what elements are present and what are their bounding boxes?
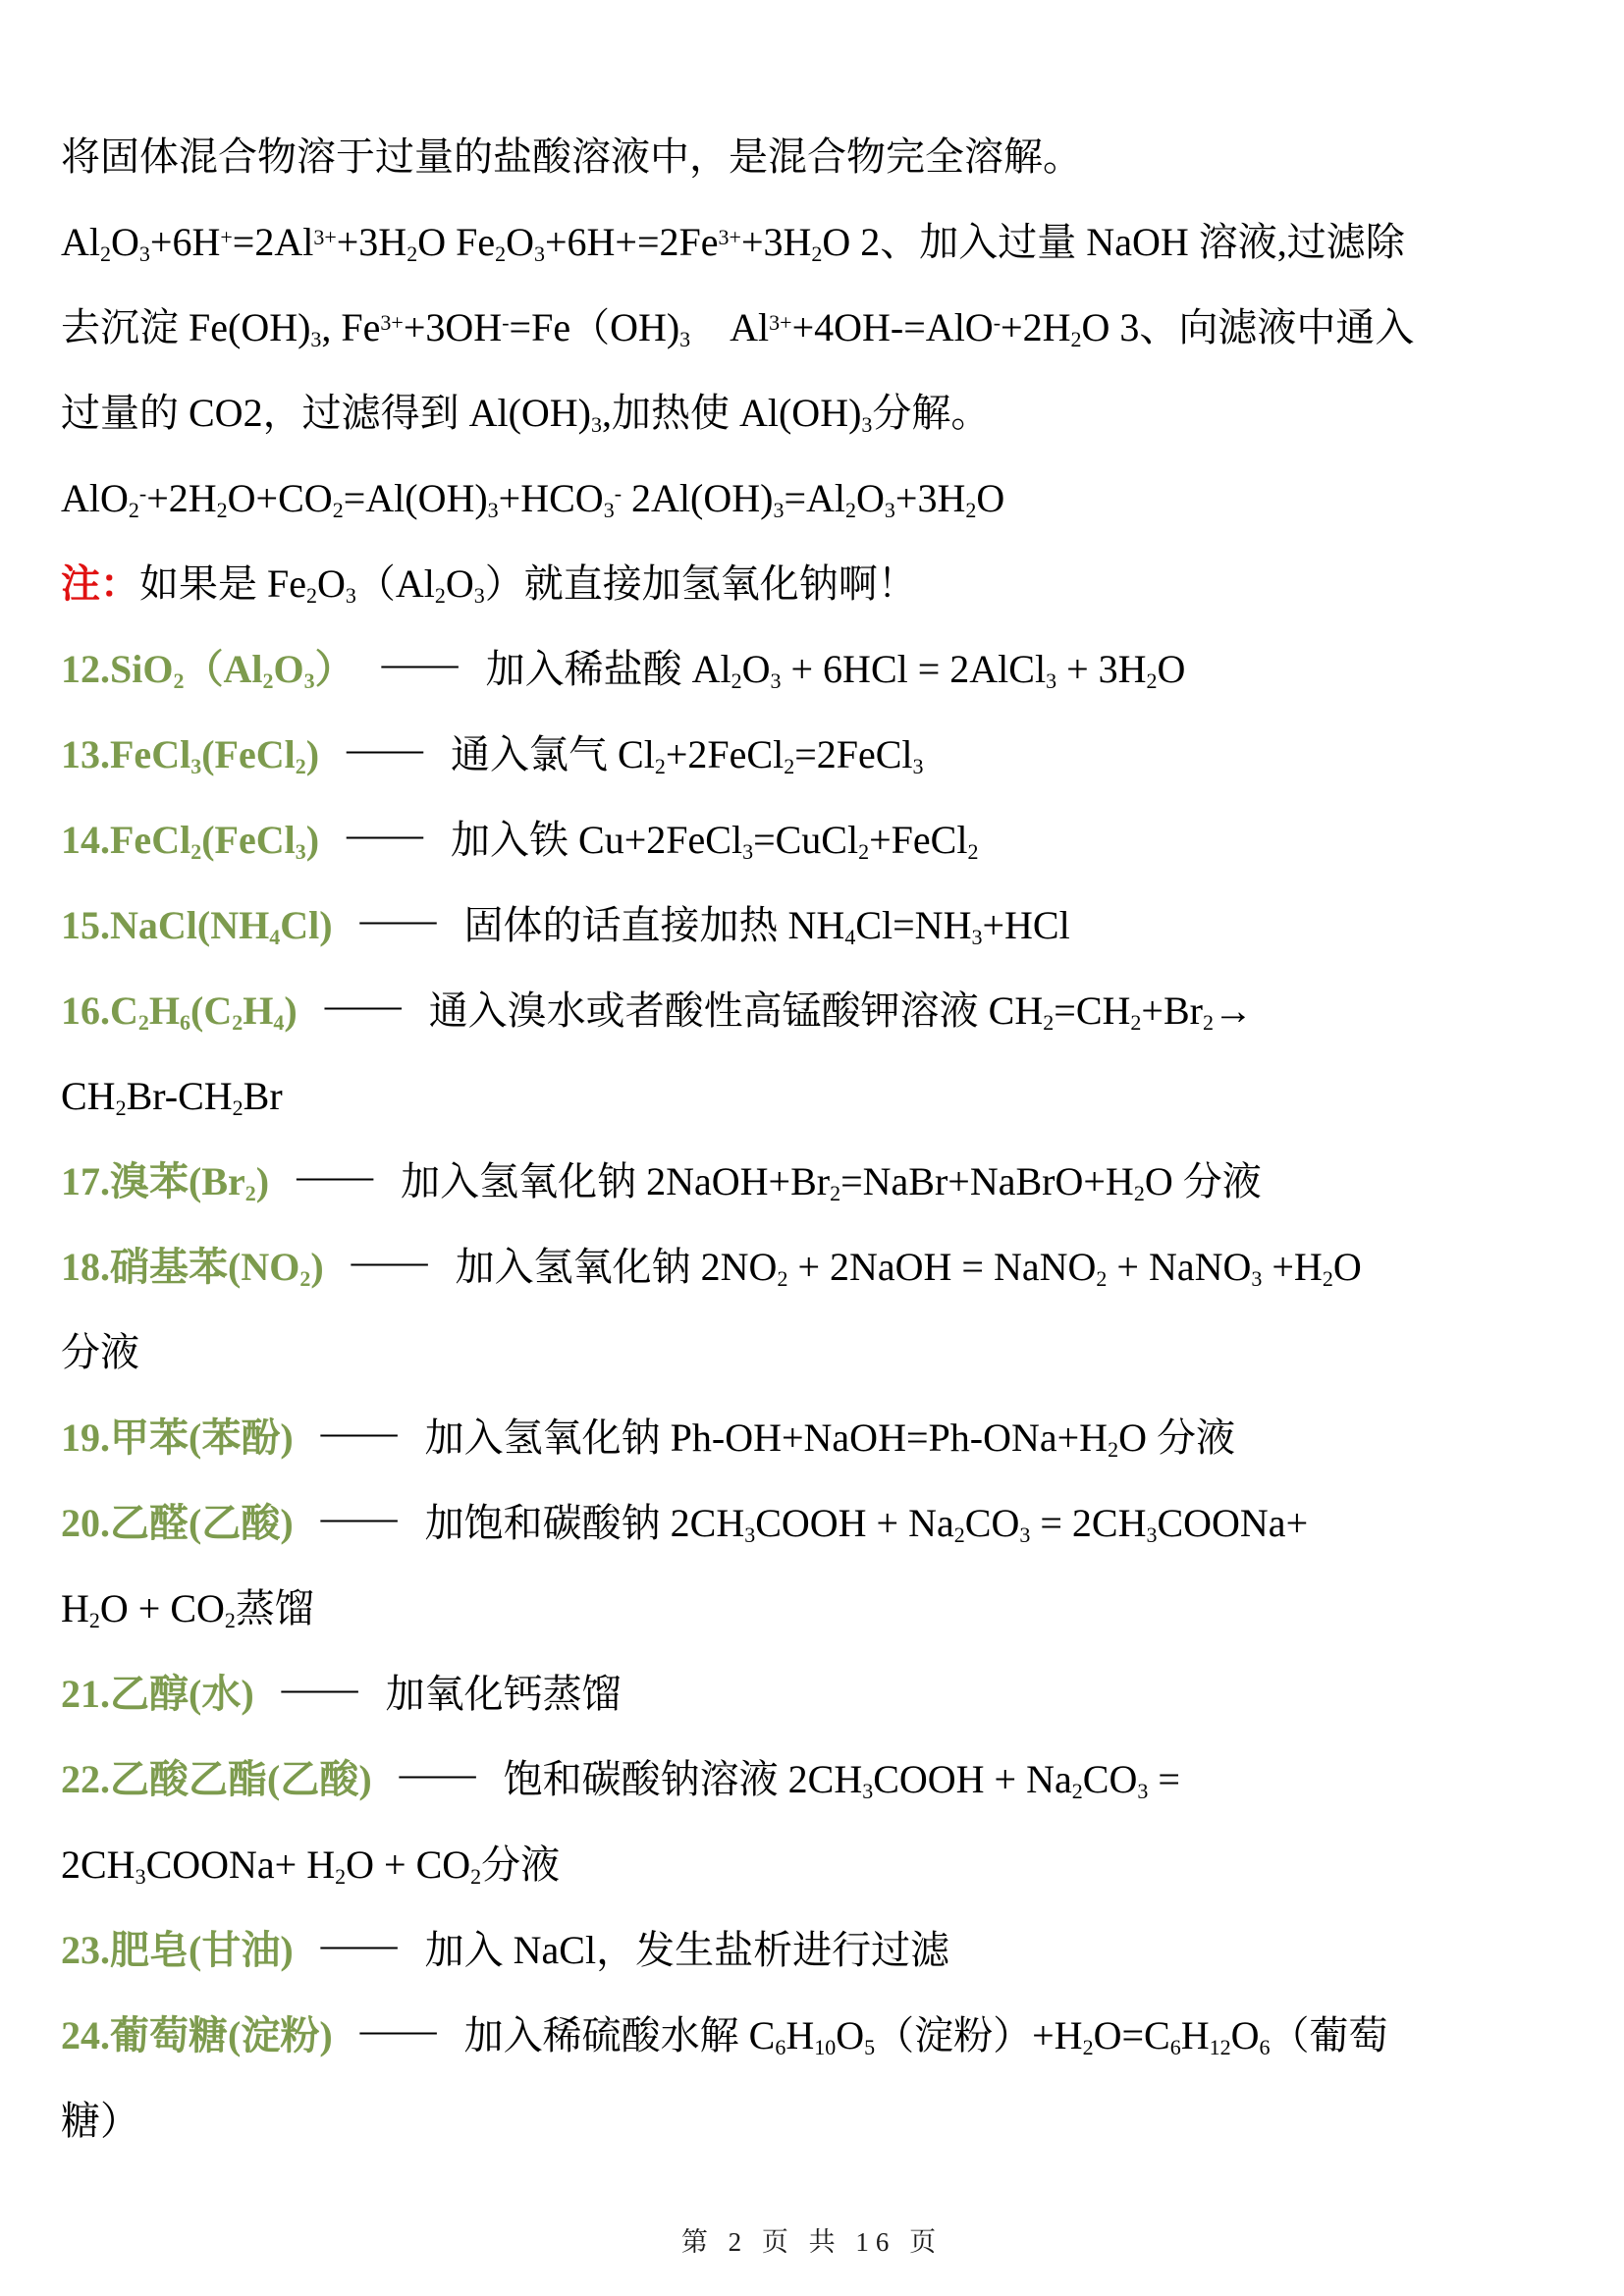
list-item — [61, 884, 1579, 967]
item-dash: —— — [324, 983, 400, 1027]
item-line — [61, 714, 1579, 796]
item-label: 20.乙醛(乙酸) — [61, 1501, 294, 1545]
item-dash: —— — [297, 1153, 372, 1198]
item-dash: —— — [320, 1495, 396, 1539]
item-dash: —— — [399, 1751, 474, 1795]
item-label: 13.FeCl$_3$(FeCl$_2$) — [61, 732, 320, 779]
item-continuation-line: $H_2O + CO_2$蒸馏 — [61, 1586, 314, 1633]
list-item — [61, 1141, 1579, 1223]
item-description: 加入稀盐酸 $Al_2O_3 + 6HCl$ = 2AlCl$_3$ + $3H_2O$ — [485, 647, 1186, 694]
item-line — [61, 1397, 1579, 1479]
page-footer: 第 2 页 共 16 页 — [680, 2227, 944, 2257]
item-line — [61, 970, 1579, 1052]
note-prefix-label: 注： — [61, 561, 139, 606]
item-description: 加饱和碳酸钠 $2CH_3COOH + Na_2CO_3$ = $2CH_3COONa+$ — [424, 1501, 1309, 1548]
item-description: 固体的话直接加热 $NH_4Cl=NH_3+HCl$ — [463, 903, 1070, 950]
item-label: 19.甲苯(苯酚) — [61, 1415, 294, 1460]
note-text: 如果是 $Fe_2O_3(Al_2O_3)$就直接加氢氧化钠啊！ — [139, 561, 917, 609]
item-line — [61, 1738, 1579, 1821]
item-dash: —— — [347, 726, 422, 771]
item-description: 饱和碳酸钠溶液 $2CH_3COOH + Na_2CO_3$ = — [503, 1757, 1180, 1804]
item-description: 通入溴水或者酸性高锰酸钾溶液 $CH_2=CH_2+Br_2\to$ — [428, 988, 1253, 1036]
item-line — [61, 799, 1579, 881]
list-item — [61, 1397, 1579, 1479]
list-item — [61, 1909, 1579, 1992]
item-dash: —— — [359, 2007, 435, 2052]
intro-line: 将固体混合物溶于过量的盐酸溶液中，是混合物完全溶解。 — [61, 134, 1082, 179]
item-dash: —— — [351, 1239, 426, 1283]
intro-line: $Al_2O_3+6H^+=2Al^{3+}+3H_2O$ $Fe_2O_3+6H+=2Fe^{3+}+3H_2O$ 2、加入过量 NaOH 溶液,过滤除 — [61, 220, 1405, 267]
item-label: $16.C_2H_6(C_2H_4)$ — [61, 988, 298, 1036]
item-dash: —— — [359, 897, 435, 941]
item-description: 加入氢氧化钠 $2NaOH+Br_2=NaBr+NaBrO+H_2O$ 分液 — [401, 1159, 1262, 1206]
intro-paragraphs — [61, 116, 1579, 540]
item-dash: —— — [347, 812, 422, 856]
item-description: 加氧化钙蒸馏 — [385, 1672, 622, 1716]
items-list — [61, 628, 1579, 2163]
item-label: $12.SiO_2(Al_2O_3)$ — [61, 647, 354, 694]
item-line — [61, 1226, 1579, 1308]
item-label: 24.葡萄糖(淀粉) — [61, 2013, 333, 2057]
item-description: 加入稀硫酸水解 $C_6H_{10}O_5$（淀粉）$+H_2O=C_6H_{12}O_6$（葡萄 — [463, 2013, 1388, 2060]
item-label: 14.FeCl$_2$(FeCl$_3$) — [61, 818, 320, 865]
list-item — [61, 1482, 1579, 1650]
item-dash: —— — [320, 1922, 396, 1966]
item-description: 加入氢氧化钠 $Ph-OH+NaOH=Ph-ONa+H_2O$ 分液 — [424, 1415, 1235, 1463]
item-line — [61, 1909, 1579, 1992]
note-line — [61, 543, 1579, 625]
item-label: 22.乙酸乙酯(乙酸) — [61, 1757, 372, 1801]
list-item — [61, 1738, 1579, 1906]
intro-line: 去沉淀 $Fe(OH)_3$, $Fe^{3+}+3OH^-=Fe(OH)_3$ $Al^{3+}+4OH-=AlO^-+2H_2O$ 3、向滤液中通入 — [61, 305, 1415, 352]
item-description: 加入氢氧化钠 $2NO_2$ + 2NaOH = NaNO$_2$ + NaNO$_3$ $+H_2O$ — [455, 1245, 1362, 1292]
item-continuation-line: 糖） — [61, 2099, 139, 2143]
item-label: $15.NaCl(NH_4Cl)$ — [61, 903, 333, 950]
item-line — [61, 1482, 1579, 1565]
item-continuation-line: $CH_2Br-CH_2Br$ — [61, 1074, 283, 1121]
list-item — [61, 714, 1579, 796]
list-item — [61, 628, 1579, 711]
list-item — [61, 970, 1579, 1138]
item-line — [61, 628, 1579, 711]
item-description: 通入氯气 $Cl_2+2FeCl_2=2FeCl_3$ — [451, 732, 924, 779]
list-item — [61, 799, 1579, 881]
item-continuation-line: $2CH_3COONa+ H_2O + CO_2$分液 — [61, 1842, 561, 1890]
list-item — [61, 1995, 1579, 2163]
list-item — [61, 1653, 1579, 1735]
item-dash: —— — [281, 1666, 356, 1710]
item-line — [61, 884, 1579, 967]
item-line — [61, 1995, 1579, 2077]
page-content — [61, 116, 1579, 2165]
intro-line: 过量的 CO2，过滤得到 $Al(OH)_3$,加热使 $Al(OH)_3$分解。 — [61, 391, 991, 438]
item-label: 17.溴苯$(Br_2)$ — [61, 1159, 270, 1206]
item-description: 加入铁 Cu+2FeCl$_3$=CuCl$_2$+FeCl$_2$ — [451, 818, 979, 865]
item-label: 18.硝基苯$(NO_2)$ — [61, 1245, 324, 1292]
intro-line: $AlO_2^-+2H_2O+CO_2=Al(OH)_3+HCO_3^-$ $2Al(OH)_3=Al_2O_3+3H_2O$ — [61, 476, 1005, 523]
item-line — [61, 1653, 1579, 1735]
item-continuation-line: 分液 — [61, 1330, 139, 1374]
list-item — [61, 1226, 1579, 1394]
item-label: 23.肥皂(甘油) — [61, 1928, 294, 1972]
item-dash: —— — [320, 1410, 396, 1454]
item-dash: —— — [381, 641, 457, 685]
item-label: 21.乙醇(水) — [61, 1672, 254, 1716]
item-line — [61, 1141, 1579, 1223]
item-description: 加入 NaCl，发生盐析进行过滤 — [424, 1928, 950, 1972]
